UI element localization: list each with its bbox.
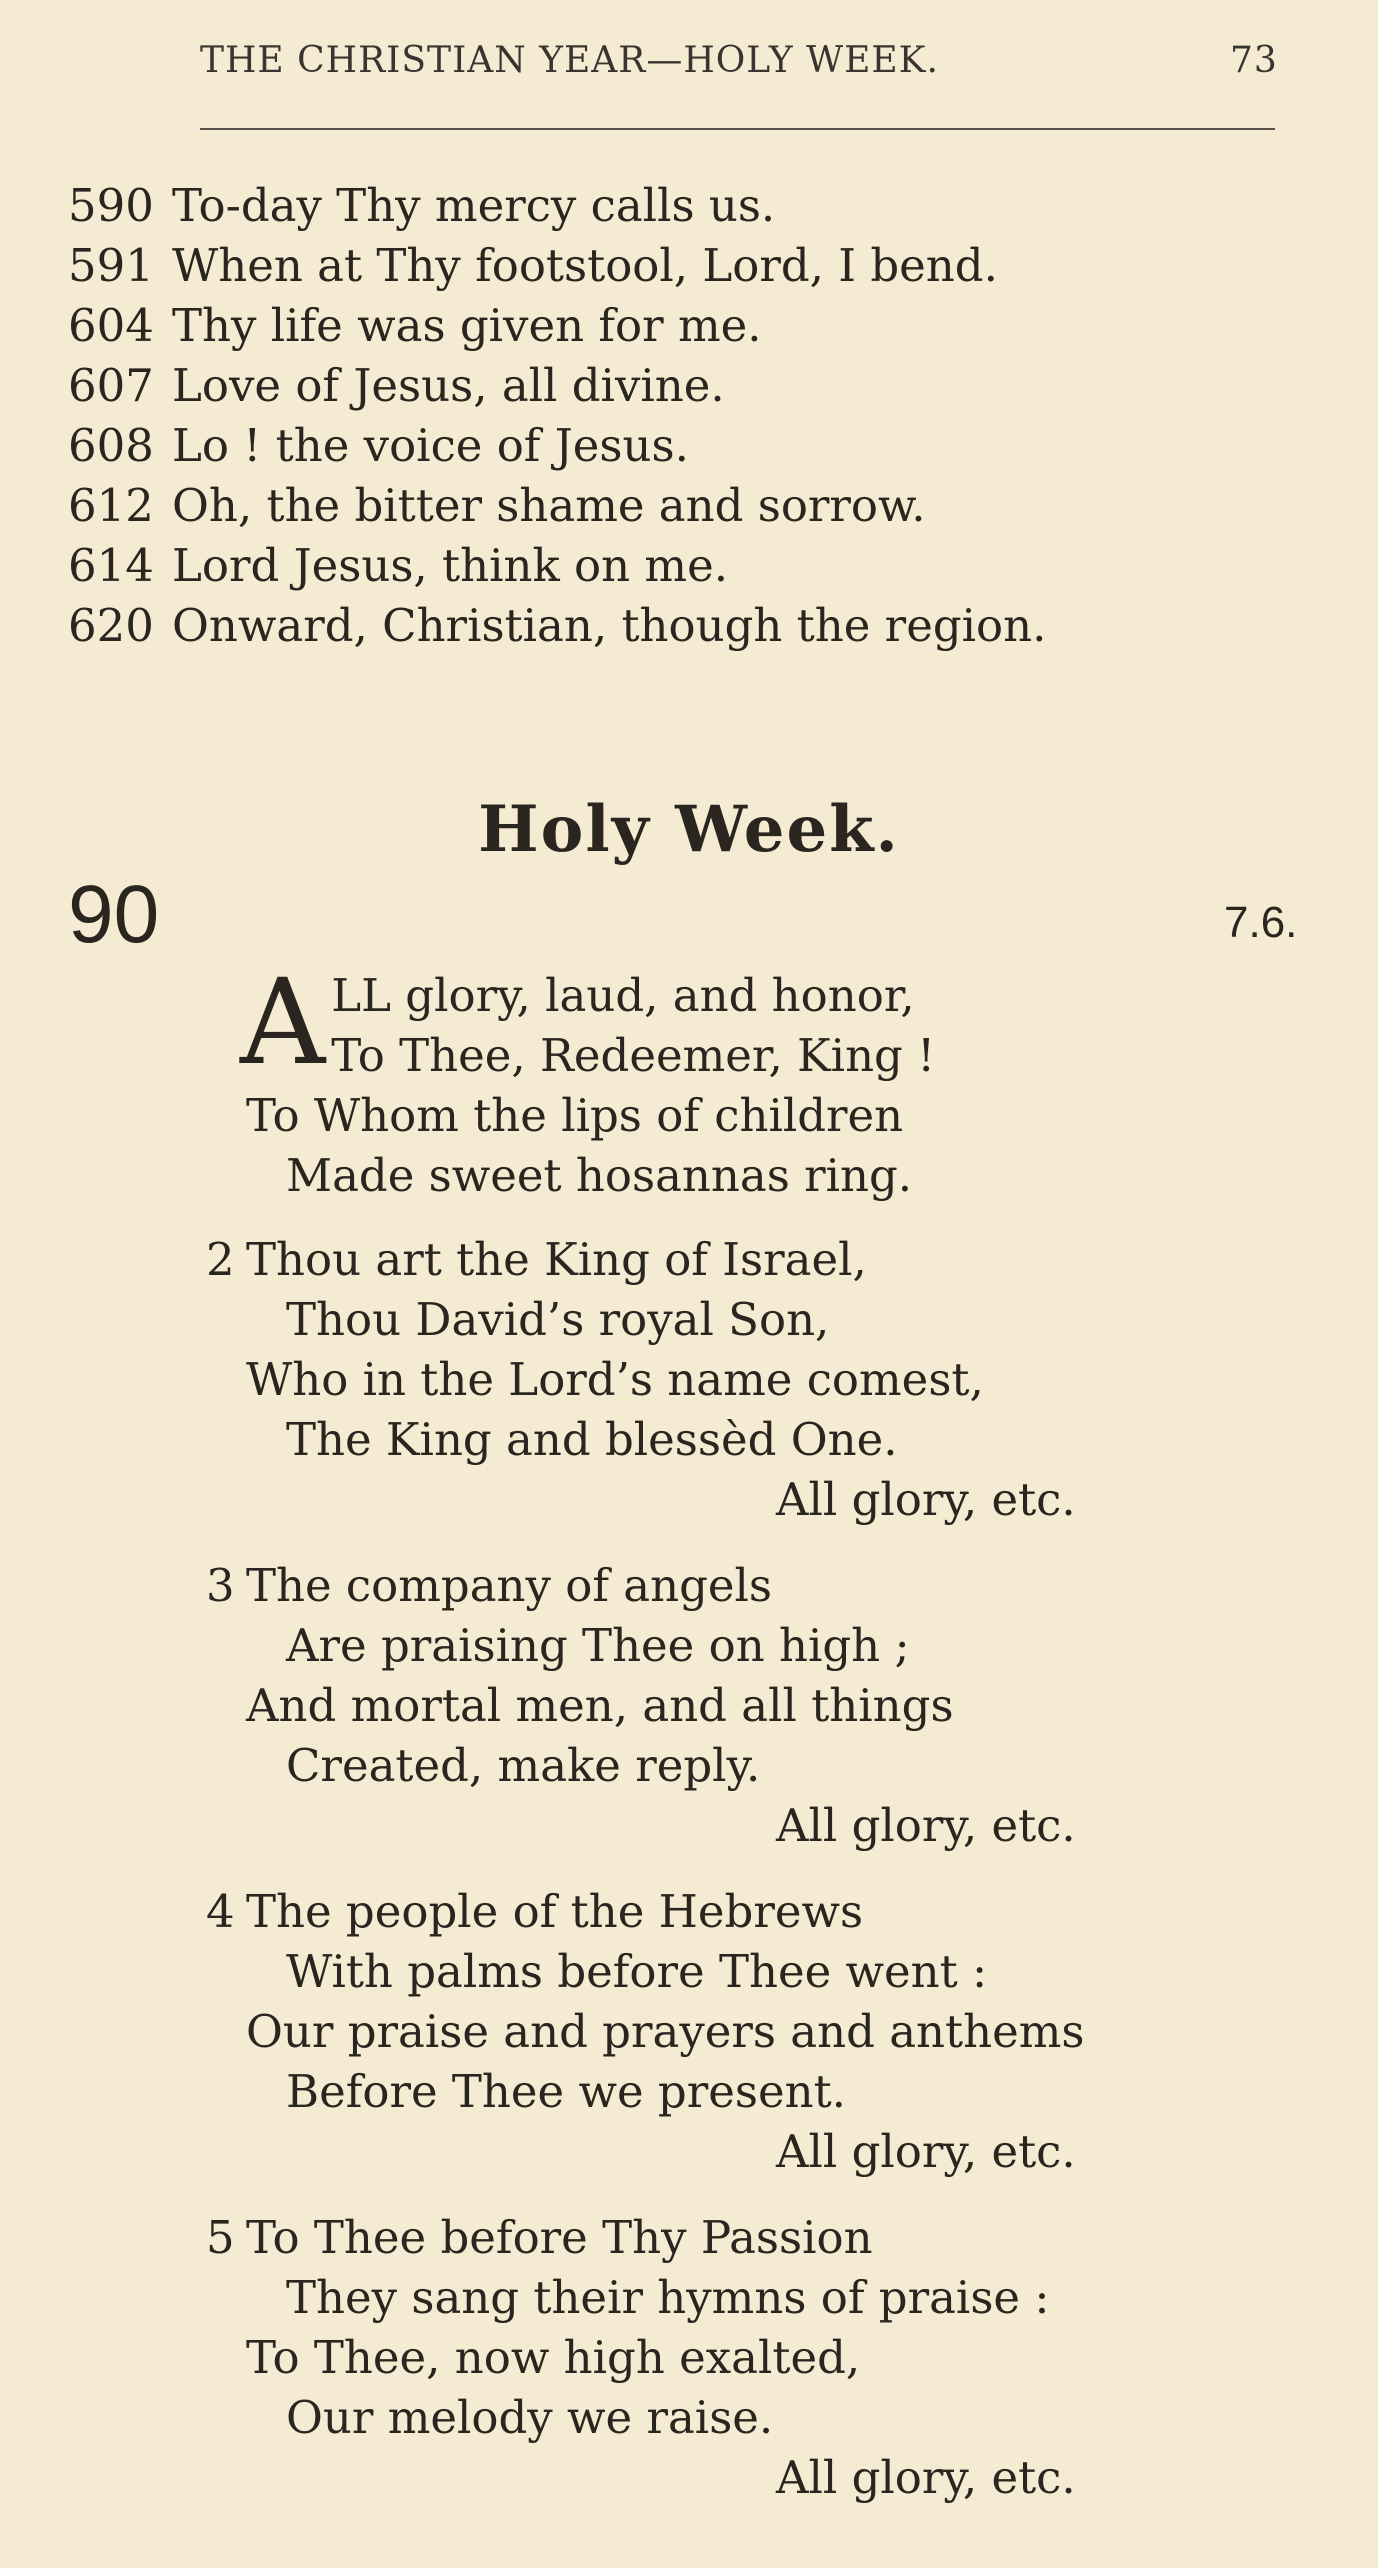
index-number: 614 bbox=[68, 539, 154, 592]
verse-number: 5 bbox=[206, 2211, 235, 2264]
verse-line: The company of angels bbox=[246, 1559, 773, 1612]
index-entry bbox=[68, 536, 1046, 596]
index-number: 620 bbox=[68, 599, 154, 652]
page-number: 73 bbox=[1230, 40, 1278, 81]
hymn-number: 90 bbox=[68, 869, 160, 960]
verse-1 bbox=[240, 953, 936, 1206]
verse-line: Thou David’s royal Son, bbox=[286, 1293, 830, 1346]
index-entry bbox=[68, 596, 1046, 656]
verse-line: And mortal men, and all things bbox=[246, 1679, 954, 1732]
hymn-meter: 7.6. bbox=[1224, 898, 1298, 947]
verse-line: The people of the Hebrews bbox=[246, 1885, 864, 1938]
verse-line: LL glory, laud, and honor, bbox=[331, 969, 915, 1022]
index-text: Love of Jesus, all divine. bbox=[172, 359, 725, 412]
verse-refrain: All glory, etc. bbox=[776, 2125, 1076, 2178]
verse-line: They sang their hymns of praise : bbox=[286, 2271, 1050, 2324]
header-rule bbox=[200, 128, 1275, 130]
verse-line: To Whom the lips of children bbox=[246, 1089, 904, 1142]
verse-4 bbox=[206, 1882, 1085, 2182]
index-entry bbox=[68, 296, 1046, 356]
verse-refrain: All glory, etc. bbox=[776, 1799, 1076, 1852]
verse-number: 2 bbox=[206, 1233, 235, 1286]
verse-3 bbox=[206, 1556, 1076, 1856]
index-entry bbox=[68, 416, 1046, 476]
verse-number: 3 bbox=[206, 1559, 235, 1612]
index-text: To-day Thy mercy calls us. bbox=[172, 179, 776, 232]
hymn-index-list bbox=[68, 176, 1046, 656]
verse-line: Are praising Thee on high ; bbox=[286, 1619, 910, 1672]
verse-line: The King and blessèd One. bbox=[286, 1413, 898, 1466]
index-entry bbox=[68, 356, 1046, 416]
verse-line: To Thee, Redeemer, King ! bbox=[331, 1029, 936, 1082]
verse-line: Made sweet hosannas ring. bbox=[286, 1149, 913, 1202]
verse-refrain: All glory, etc. bbox=[776, 2451, 1076, 2504]
verse-2 bbox=[206, 1230, 1076, 1530]
verse-line: Who in the Lord’s name comest, bbox=[246, 1353, 984, 1406]
index-entry bbox=[68, 176, 1046, 236]
index-number: 607 bbox=[68, 359, 154, 412]
index-number: 604 bbox=[68, 299, 154, 352]
section-title: Holy Week. bbox=[478, 792, 900, 867]
index-text: Onward, Christian, though the region. bbox=[172, 599, 1047, 652]
header-title: THE CHRISTIAN YEAR—HOLY WEEK. bbox=[200, 40, 939, 81]
index-number: 612 bbox=[68, 479, 154, 532]
index-entry bbox=[68, 236, 1046, 296]
index-text: Thy life was given for me. bbox=[172, 299, 762, 352]
verse-line: To Thee before Thy Passion bbox=[246, 2211, 873, 2264]
verse-line: Before Thee we present. bbox=[286, 2065, 846, 2118]
index-number: 591 bbox=[68, 239, 154, 292]
verse-line: Thou art the King of Israel, bbox=[246, 1233, 867, 1286]
index-number: 608 bbox=[68, 419, 154, 472]
index-text: Lord Jesus, think on me. bbox=[172, 539, 729, 592]
verse-line: With palms before Thee went : bbox=[286, 1945, 988, 1998]
verse-refrain: All glory, etc. bbox=[776, 1473, 1076, 1526]
index-text: When at Thy footstool, Lord, I bend. bbox=[172, 239, 998, 292]
index-entry bbox=[68, 476, 1046, 536]
verse-5 bbox=[206, 2208, 1076, 2508]
verse-number: 4 bbox=[206, 1885, 235, 1938]
verse-line: Our melody we raise. bbox=[286, 2391, 774, 2444]
verse-line: Created, make reply. bbox=[286, 1739, 761, 1792]
verse-line: Our praise and prayers and anthems bbox=[246, 2005, 1085, 2058]
index-text: Lo ! the voice of Jesus. bbox=[172, 419, 689, 472]
drop-cap: A bbox=[240, 953, 326, 1091]
verse-line: To Thee, now high exalted, bbox=[246, 2331, 861, 2384]
index-text: Oh, the bitter shame and sorrow. bbox=[172, 479, 926, 532]
index-number: 590 bbox=[68, 179, 154, 232]
